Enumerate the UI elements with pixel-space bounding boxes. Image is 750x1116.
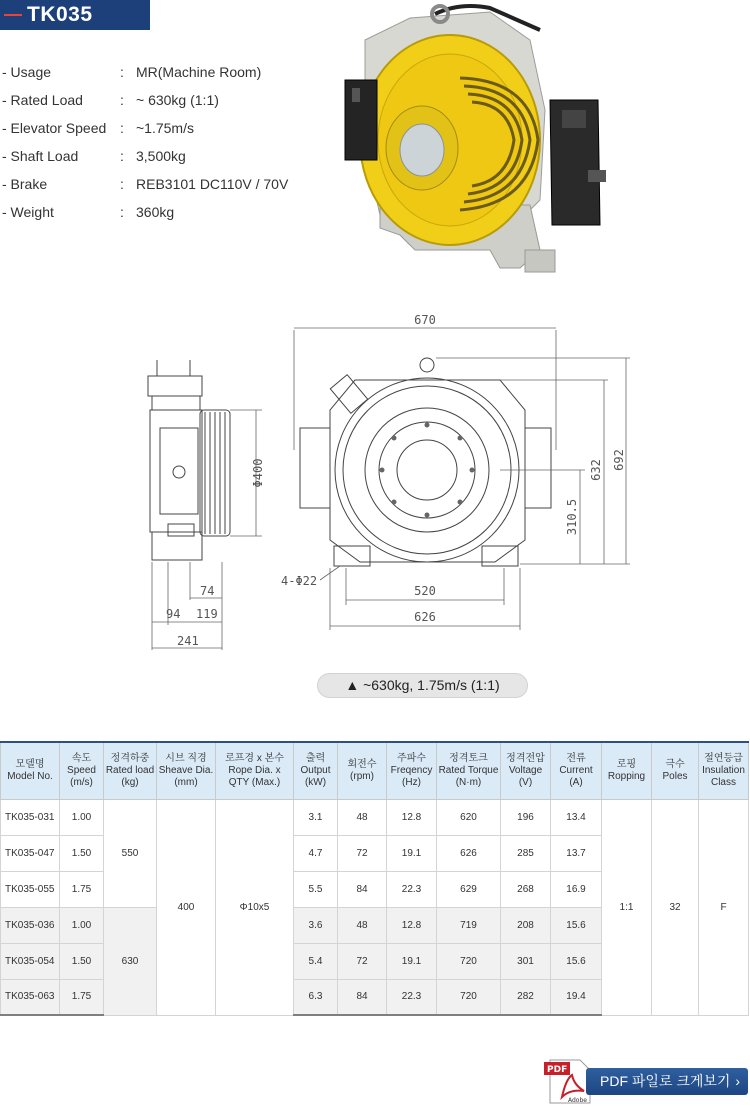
dim-310-5: 310.5	[565, 498, 579, 536]
col-rope: 로프경 x 본수 Rope Dia. x QTY (Max.)	[216, 742, 294, 799]
table-row: TK035-063 1.75 6.3 84 22.3 720 282 19.4	[1, 979, 749, 1015]
pdf-view-button[interactable]	[586, 1068, 748, 1095]
col-rated-load: 정격하중 Rated load (kg)	[104, 742, 157, 799]
col-ropping: 로핑 Ropping	[602, 742, 652, 799]
table-row: TK035-031 1.00 550 400 Φ10x5 3.1 48 12.8 620 196 13.4 1:1 32 F	[1, 799, 749, 835]
table-row: TK035-055 1.75 5.5 84 22.3 629 268 16.9	[1, 871, 749, 907]
col-speed: 속도 Speed (m/s)	[60, 742, 104, 799]
dim-670: 670	[414, 313, 436, 327]
chevron-right-icon: ›	[735, 1073, 740, 1089]
table-row: TK035-047 1.50 4.7 72 19.1 626 285 13.7	[1, 835, 749, 871]
ropping-cell: 1:1	[602, 799, 652, 1015]
model-title-badge	[0, 0, 150, 30]
col-current: 전류 Current (A)	[551, 742, 602, 799]
table-row: TK035-036 1.00 630 3.6 48 12.8 719 208 15.6	[1, 907, 749, 943]
spec-row-shaft-load: - Shaft Load : 3,500kg	[2, 148, 186, 164]
dim-74: 74	[200, 584, 215, 598]
col-insulation: 절연등급 Insulation Class	[699, 742, 749, 799]
col-model: 모델명 Model No.	[1, 742, 60, 799]
rated-load-630: 630	[104, 907, 157, 1015]
col-frequency: 주파수 Freqency (Hz)	[387, 742, 437, 799]
col-voltage: 정격전압 Voltage (V)	[501, 742, 551, 799]
spec-row-rated-load: - Rated Load : ~ 630kg (1:1)	[2, 92, 219, 108]
drawing-caption: ▲ ~630kg, 1.75m/s (1:1)	[317, 673, 528, 698]
col-sheave: 시브 직경 Sheave Dia. (mm)	[157, 742, 216, 799]
col-torque: 정격토크 Rated Torque (N·m)	[437, 742, 501, 799]
traction-machine-photo	[340, 0, 610, 275]
dim-632: 632	[589, 459, 603, 481]
svg-text:PDF: PDF	[547, 1065, 568, 1075]
dim-mount-holes: 4-Φ22	[281, 574, 318, 588]
dim-520: 520	[414, 584, 436, 598]
col-poles: 극수 Poles	[652, 742, 699, 799]
poles-cell: 32	[652, 799, 699, 1015]
rope-cell: Φ10x5	[216, 799, 294, 1015]
table-row: TK035-054 1.50 5.4 72 19.1 720 301 15.6	[1, 943, 749, 979]
dim-692: 692	[612, 449, 626, 471]
model-title: TK035	[27, 3, 93, 26]
dim-119: 119	[196, 607, 218, 621]
spec-row-weight: - Weight : 360kg	[2, 204, 175, 220]
dim-241: 241	[177, 634, 199, 648]
spec-list	[2, 62, 332, 230]
insulation-cell: F	[699, 799, 749, 1015]
col-rpm: 회전수 (rpm)	[338, 742, 387, 799]
spec-table	[0, 741, 749, 1016]
rated-load-550: 550	[104, 799, 157, 907]
dim-94: 94	[166, 607, 181, 621]
front-view	[300, 358, 551, 566]
svg-text:Adobe: Adobe	[568, 1097, 587, 1104]
technical-drawing	[0, 300, 750, 670]
spec-row-elevator-speed: - Elevator Speed : ~1.75m/s	[2, 120, 194, 136]
dim-sheave-dia: Φ400	[251, 458, 265, 488]
pdf-view-label: PDF 파일로 크게보기	[600, 1073, 731, 1089]
dim-626: 626	[414, 610, 436, 624]
side-view	[148, 360, 230, 560]
sheave-dia-cell: 400	[157, 799, 216, 1015]
spec-row-brake: - Brake : REB3101 DC110V / 70V	[2, 176, 289, 192]
table-header-row	[1, 742, 749, 799]
spec-row-usage: - Usage : MR(Machine Room)	[2, 64, 262, 80]
title-accent-dash	[4, 14, 22, 16]
col-output: 출력 Output (kW)	[294, 742, 338, 799]
